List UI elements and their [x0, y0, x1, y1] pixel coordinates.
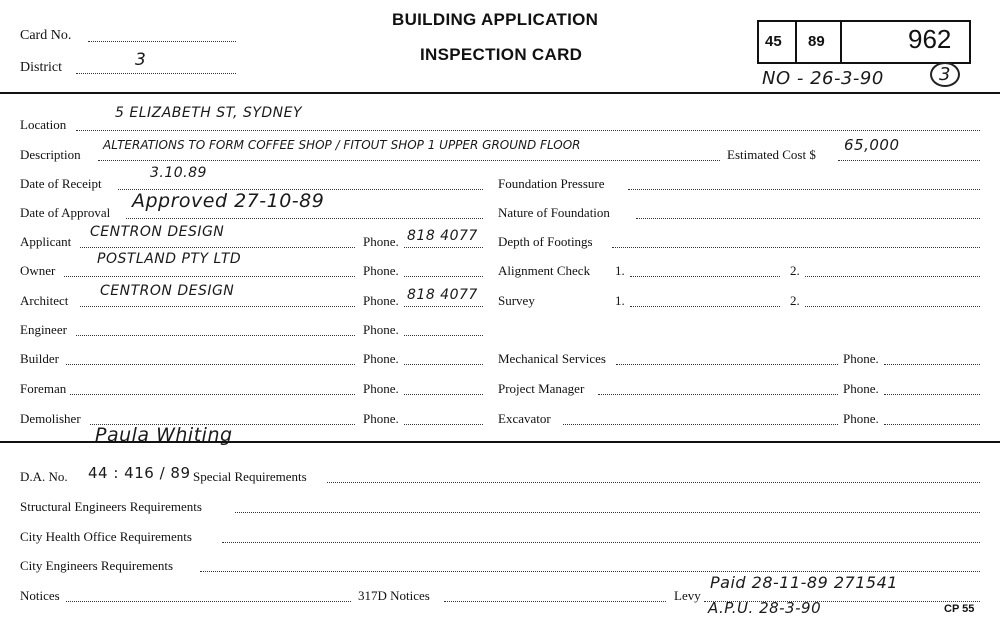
demolisher-phone-line[interactable]	[404, 424, 483, 425]
architect-phone-label: Phone.	[363, 293, 399, 308]
alignment-check-1-line[interactable]	[630, 276, 780, 277]
levy-label: Levy	[674, 588, 701, 603]
architect-line[interactable]	[80, 306, 355, 307]
structural-label: Structural Engineers Requirements	[20, 499, 202, 514]
description-label: Description	[20, 147, 81, 162]
notices-line[interactable]	[66, 601, 351, 602]
survey-num2: 2.	[790, 293, 800, 308]
box-divider-2	[840, 20, 842, 64]
owner-phone-line[interactable]	[404, 276, 483, 277]
alignment-num2: 2.	[790, 263, 800, 278]
date-receipt-value: 3.10.89	[150, 165, 207, 181]
engineer-phone-line[interactable]	[404, 335, 483, 336]
excavator-line[interactable]	[563, 424, 838, 425]
foreman-line[interactable]	[70, 394, 355, 395]
excavator-phone-line[interactable]	[884, 424, 980, 425]
location-label: Location	[20, 117, 67, 132]
box-value-a: 45	[765, 33, 782, 50]
district-value: 3	[135, 50, 147, 70]
district-line[interactable]	[76, 73, 236, 74]
depth-footings-label: Depth of Footings	[498, 234, 593, 249]
mechanical-phone-label: Phone.	[843, 351, 879, 366]
survey-2-line[interactable]	[805, 306, 980, 307]
health-label: City Health Office Requirements	[20, 529, 192, 544]
mechanical-label: Mechanical Services	[498, 351, 606, 366]
depth-footings-line[interactable]	[612, 247, 980, 248]
header-divider	[0, 92, 1000, 94]
builder-phone-line[interactable]	[404, 364, 483, 365]
box-value-b: 89	[808, 33, 825, 50]
project-manager-line[interactable]	[598, 394, 838, 395]
estimated-cost-line[interactable]	[838, 160, 980, 161]
date-approval-value: Approved 27-10-89	[132, 190, 325, 212]
demolisher-label: Demolisher	[20, 411, 81, 426]
card-no-label: Card No.	[20, 28, 72, 43]
district-label: District	[20, 60, 62, 75]
builder-line[interactable]	[66, 364, 355, 365]
project-manager-phone-label: Phone.	[843, 381, 879, 396]
da-value: 44 : 416 / 89	[88, 464, 191, 482]
engineer-line[interactable]	[76, 335, 355, 336]
survey-label: Survey	[498, 293, 535, 308]
foreman-label: Foreman	[20, 381, 67, 396]
special-req-line[interactable]	[327, 482, 980, 483]
owner-label: Owner	[20, 263, 56, 278]
description-value: ALTERATIONS TO FORM COFFEE SHOP / FITOUT SHOP 1 UPPER GROUND FLOOR	[103, 138, 581, 152]
engineer-phone-label: Phone.	[363, 322, 399, 337]
applicant-value: CENTRON DESIGN	[90, 224, 225, 240]
box-number: 962	[908, 24, 952, 54]
builder-phone-label: Phone.	[363, 351, 399, 366]
architect-label: Architect	[20, 293, 69, 308]
circled-value: 3	[930, 62, 960, 87]
alignment-check-label: Alignment Check	[498, 263, 591, 278]
survey-1-line[interactable]	[630, 306, 780, 307]
mechanical-phone-line[interactable]	[884, 364, 980, 365]
applicant-label: Applicant	[20, 234, 72, 249]
form-code: CP 55	[944, 603, 975, 615]
date-receipt-label: Date of Receipt	[20, 176, 102, 191]
project-manager-label: Project Manager	[498, 381, 585, 396]
applicant-phone-label: Phone.	[363, 234, 399, 249]
applicant-phone-line[interactable]	[404, 247, 483, 248]
architect-phone-line[interactable]	[404, 306, 483, 307]
foreman-phone-label: Phone.	[363, 381, 399, 396]
levy-value: Paid 28-11-89 271541	[710, 573, 898, 592]
notices-317d-label: 317D Notices	[358, 588, 430, 603]
city-eng-line[interactable]	[200, 571, 980, 572]
architect-phone-value: 818 4077	[407, 287, 478, 303]
alignment-check-2-line[interactable]	[805, 276, 980, 277]
location-line[interactable]	[76, 130, 980, 131]
owner-phone-label: Phone.	[363, 263, 399, 278]
da-label: D.A. No.	[20, 469, 68, 484]
signature: Paula Whiting	[95, 424, 233, 446]
project-manager-phone-line[interactable]	[884, 394, 980, 395]
city-eng-label: City Engineers Requirements	[20, 558, 174, 573]
foundation-pressure-line[interactable]	[628, 189, 980, 190]
date-approval-label: Date of Approval	[20, 205, 111, 220]
card-no-line[interactable]	[88, 41, 236, 42]
notices-label: Notices	[20, 588, 60, 603]
applicant-phone-value: 818 4077	[407, 228, 478, 244]
estimated-cost-value: 65,000	[844, 136, 900, 154]
applicant-line[interactable]	[80, 247, 355, 248]
excavator-phone-label: Phone.	[843, 411, 879, 426]
apu-note: A.P.U. 28-3-90	[708, 599, 822, 617]
form-title-line2: INSPECTION CARD	[420, 45, 583, 64]
notices-317d-line[interactable]	[444, 601, 666, 602]
box-divider-1	[795, 20, 797, 64]
structural-line[interactable]	[235, 512, 980, 513]
engineer-label: Engineer	[20, 322, 67, 337]
mechanical-line[interactable]	[616, 364, 838, 365]
alignment-num1: 1.	[615, 263, 625, 278]
reference-note: NO - 26-3-90	[762, 68, 884, 89]
estimated-cost-label: Estimated Cost $	[727, 147, 816, 162]
foundation-pressure-label: Foundation Pressure	[498, 176, 605, 191]
builder-label: Builder	[20, 351, 59, 366]
date-approval-line[interactable]	[126, 218, 483, 219]
nature-foundation-line[interactable]	[636, 218, 980, 219]
health-line[interactable]	[222, 542, 980, 543]
foreman-phone-line[interactable]	[404, 394, 483, 395]
demolisher-phone-label: Phone.	[363, 411, 399, 426]
survey-num1: 1.	[615, 293, 625, 308]
architect-value: CENTRON DESIGN	[100, 283, 235, 299]
description-line[interactable]	[98, 160, 720, 161]
form-title-line1: BUILDING APPLICATION	[392, 10, 599, 29]
special-req-label: Special Requirements	[193, 469, 307, 484]
nature-foundation-label: Nature of Foundation	[498, 205, 610, 220]
excavator-label: Excavator	[498, 411, 551, 426]
owner-value: POSTLAND PTY LTD	[97, 251, 242, 267]
owner-line[interactable]	[64, 276, 355, 277]
location-value: 5 ELIZABETH ST, SYDNEY	[115, 105, 303, 121]
